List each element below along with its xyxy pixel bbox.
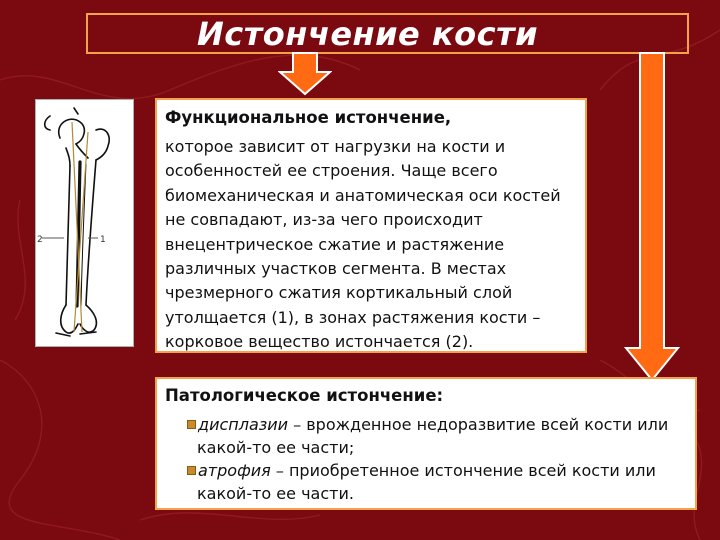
term-dash: – xyxy=(288,415,307,434)
term-dash: – xyxy=(270,461,289,480)
pathological-list xyxy=(165,413,685,505)
down-arrow-small-icon xyxy=(278,52,332,96)
functional-thinning-box xyxy=(155,98,587,353)
term-definition: врожденное недоразвитие всей кости или какой-то ее части; xyxy=(197,415,669,457)
bone-illustration xyxy=(35,99,134,347)
list-item xyxy=(165,413,685,459)
pathological-heading: Патологическое истончение: xyxy=(165,386,444,405)
axis-label-1: 1 xyxy=(100,235,106,245)
functional-body: которое зависит от нагрузки на кости и особенностей ее строения. Чаще всего биомеханическая и анатомическая оси костей не совпадают, из-за чего происходит внецентрическое сжатие и растяжение различных участков сегмента. В местах чрезмерного сжатия кортикальный слой утолщается (1), в зонах растяжения кости – корковое вещество истончается (2). xyxy=(165,137,561,352)
checkbox-bullet-icon xyxy=(187,466,196,475)
term-definition: приобретенное истончение всей кости или какой-то ее части. xyxy=(197,461,656,503)
term-dysplasia: дисплазии xyxy=(198,415,289,434)
down-arrow-long-icon xyxy=(624,52,680,382)
femur-diagram xyxy=(36,100,133,346)
page-title: Истончение кости xyxy=(196,14,539,53)
checkbox-bullet-icon xyxy=(187,420,196,429)
pathological-thinning-box xyxy=(155,377,697,510)
title-box xyxy=(86,13,689,54)
functional-heading: Функциональное истончение, xyxy=(165,108,452,127)
axis-label-2: 2 xyxy=(37,235,43,245)
list-item xyxy=(165,459,685,505)
term-atrophy: атрофия xyxy=(198,461,271,480)
